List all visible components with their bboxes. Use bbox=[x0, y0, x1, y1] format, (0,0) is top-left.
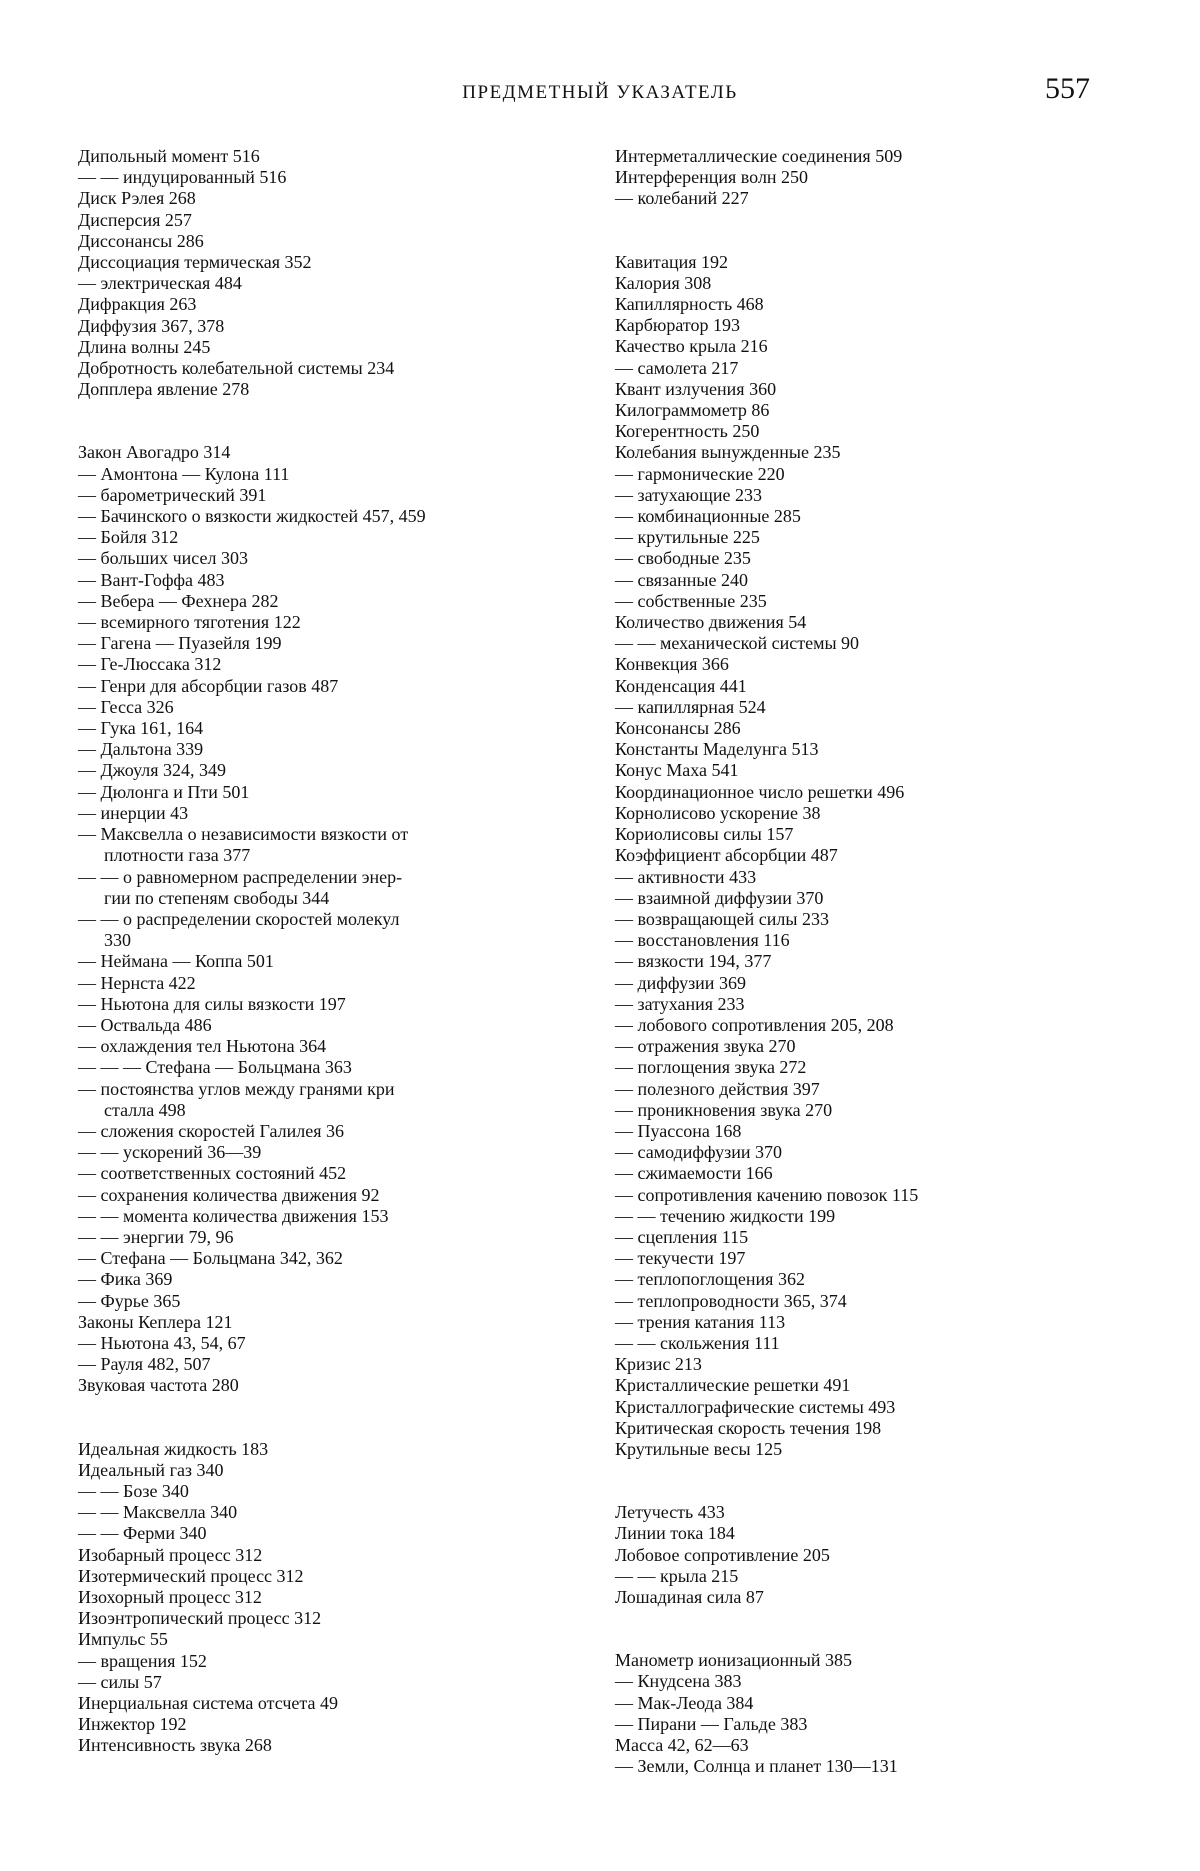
index-entry: Конус Маха 541 bbox=[615, 760, 739, 781]
index-entry: Манометр ионизационный 385 bbox=[615, 1650, 853, 1671]
index-entry: — свободные 235 bbox=[615, 548, 751, 569]
index-entry: — связанные 240 bbox=[615, 569, 748, 590]
index-entry: — — Максвелла 340 bbox=[78, 1502, 238, 1523]
index-entry: Корнолисово ускорение 38 bbox=[615, 802, 821, 823]
index-entry: — гармонические 220 bbox=[615, 463, 785, 484]
index-entry: Критическая скорость течения 198 bbox=[615, 1417, 882, 1438]
index-entry: — сжимаемости 166 bbox=[615, 1163, 773, 1184]
index-entry: — лобового сопротивления 205, 208 bbox=[615, 1014, 894, 1035]
index-entry: Карбюратор 193 bbox=[615, 315, 741, 336]
index-entry: — — механической системы 90 bbox=[615, 633, 860, 654]
index-entry: — диффузии 369 bbox=[615, 972, 746, 993]
letter-group bbox=[78, 1439, 598, 1757]
index-entry: — — момента количества движения 153 bbox=[78, 1205, 389, 1226]
letter-group bbox=[615, 1502, 1085, 1608]
index-entry: Длина волны 245 bbox=[78, 336, 211, 357]
running-head: ПРЕДМЕТНЫЙ УКАЗАТЕЛЬ bbox=[462, 82, 738, 103]
index-entry: — полезного действия 397 bbox=[615, 1078, 820, 1099]
index-entry: — капиллярная 524 bbox=[615, 696, 766, 717]
index-entry: — теплопоглощения 362 bbox=[615, 1269, 805, 1290]
index-entry: — Оствальда 486 bbox=[78, 1014, 212, 1035]
index-entry: — теплопроводности 365, 374 bbox=[615, 1290, 847, 1311]
index-entry: — сопротивления качению повозок 115 bbox=[615, 1184, 919, 1205]
index-entry: — Мак-Леода 384 bbox=[615, 1692, 754, 1713]
index-entry: Килограммометр 86 bbox=[615, 400, 770, 421]
index-entry: — соответственных состояний 452 bbox=[78, 1163, 347, 1184]
index-entry: Интерметаллические соединения 509 bbox=[615, 146, 903, 166]
index-entry: — вращения 152 bbox=[78, 1650, 207, 1671]
index-entry: Диск Рэлея 268 bbox=[78, 188, 196, 209]
index-entry: — возвращающей силы 233 bbox=[615, 908, 829, 929]
index-entry: Изохорный процесс 312 bbox=[78, 1587, 262, 1607]
index-entry: — самолета 217 bbox=[615, 357, 739, 378]
index-entry: — — Ферми 340 bbox=[78, 1523, 207, 1544]
index-entry: — Пирани — Гальде 383 bbox=[615, 1713, 808, 1734]
letter-group-gap bbox=[615, 1608, 1085, 1650]
index-entry: Дипольный момент 516 bbox=[78, 146, 260, 166]
index-entry: Дифракция 263 bbox=[78, 294, 197, 315]
index-entry: — Генри для абсорбции газов 487 bbox=[78, 675, 339, 696]
index-entry: — Гагена — Пуазейля 199 bbox=[78, 633, 282, 654]
index-entry: — трения катания 113 bbox=[615, 1311, 786, 1332]
index-entry: Инерциальная система отсчета 49 bbox=[78, 1693, 338, 1714]
index-entry: — сцепления 115 bbox=[615, 1226, 749, 1247]
index-entry: Добротность колебательной системы 234 bbox=[78, 358, 395, 379]
index-entry: Изотермический процесс 312 bbox=[78, 1565, 304, 1586]
index-entry: — — — Стефана — Больцмана 363 bbox=[78, 1057, 352, 1078]
index-entry: сталла 498 bbox=[104, 1099, 186, 1120]
index-entry: — — Бозе 340 bbox=[78, 1480, 189, 1501]
index-entry: Кристаллографические системы 493 bbox=[615, 1396, 896, 1417]
index-entry: — Ньютона для силы вязкости 197 bbox=[78, 993, 346, 1014]
index-entry: — Неймана — Коппа 501 bbox=[78, 951, 274, 972]
index-entry: — колебаний 227 bbox=[615, 188, 749, 209]
index-entry: Коэффициент абсорбции 487 bbox=[615, 845, 838, 866]
index-entry: Кавитация 192 bbox=[615, 251, 729, 272]
index-entry: Лобовое сопротивление 205 bbox=[615, 1544, 830, 1565]
index-entry: Диффузия 367, 378 bbox=[78, 315, 225, 336]
index-entry: — Гесса 326 bbox=[78, 696, 174, 717]
index-entry: Диссоциация термическая 352 bbox=[78, 252, 312, 273]
index-entry: — Пуассона 168 bbox=[615, 1120, 742, 1141]
index-entry: — затухающие 233 bbox=[615, 484, 762, 505]
letter-group-gap bbox=[615, 210, 1085, 252]
index-entry: Идеальная жидкость 183 bbox=[78, 1438, 269, 1459]
index-entry: Калория 308 bbox=[615, 272, 712, 293]
index-entry: Лошадиная сила 87 bbox=[615, 1587, 764, 1607]
index-entry: Законы Кеплера 121 bbox=[78, 1311, 233, 1332]
index-entry: — затухания 233 bbox=[615, 993, 745, 1014]
index-entry: Количество движения 54 bbox=[615, 612, 807, 633]
index-column-left bbox=[78, 146, 598, 1757]
index-entry: — Максвелла о независимости вязкости от bbox=[78, 824, 409, 845]
index-entry: Интерференция волн 250 bbox=[615, 167, 809, 188]
index-entry: Координационное число решетки 496 bbox=[615, 781, 905, 802]
index-entry: Интенсивность звука 268 bbox=[78, 1735, 272, 1756]
index-entry: Изобарный процесс 312 bbox=[78, 1544, 263, 1565]
index-entry: — охлаждения тел Ньютона 364 bbox=[78, 1036, 327, 1057]
index-entry: — силы 57 bbox=[78, 1671, 162, 1692]
index-entry: Летучесть 433 bbox=[615, 1502, 725, 1523]
letter-group-gap bbox=[78, 400, 598, 442]
index-entry: — — крыла 215 bbox=[615, 1565, 739, 1586]
index-entry: Константы Маделунга 513 bbox=[615, 739, 819, 760]
index-entry: Импульс 55 bbox=[78, 1629, 168, 1650]
letter-group bbox=[78, 146, 598, 400]
index-entry: 330 bbox=[104, 930, 131, 951]
index-entry: — Нернста 422 bbox=[78, 972, 196, 993]
index-entry: — Ге-Люссака 312 bbox=[78, 654, 222, 675]
index-entry: — Ньютона 43, 54, 67 bbox=[78, 1332, 246, 1353]
index-entry: — Джоуля 324, 349 bbox=[78, 760, 227, 781]
page-number: 557 bbox=[1045, 72, 1090, 105]
index-entry: Дисперсия 257 bbox=[78, 209, 192, 230]
index-entry: — Фика 369 bbox=[78, 1269, 173, 1290]
index-entry: Кристаллические решетки 491 bbox=[615, 1375, 851, 1396]
index-entry: — поглощения звука 272 bbox=[615, 1057, 807, 1078]
index-entry: — Земли, Солнца и планет 130—131 bbox=[615, 1756, 898, 1777]
index-entry: — восстановления 116 bbox=[615, 930, 790, 951]
index-column-right bbox=[615, 146, 1085, 1777]
index-entry: Крутильные весы 125 bbox=[615, 1438, 783, 1459]
index-entry: — сложения скоростей Галилея 36 bbox=[78, 1120, 344, 1141]
index-entry: — больших чисел 303 bbox=[78, 548, 248, 569]
index-entry: — инерции 43 bbox=[78, 802, 189, 823]
index-entry: — самодиффузии 370 bbox=[615, 1142, 783, 1163]
index-entry: Допплера явление 278 bbox=[78, 379, 250, 400]
index-entry: плотности газа 377 bbox=[104, 845, 251, 866]
index-entry: Капиллярность 468 bbox=[615, 294, 764, 315]
index-entry: — собственные 235 bbox=[615, 590, 767, 611]
index-entry: — — ускорений 36—39 bbox=[78, 1142, 262, 1163]
index-entry: — — о распределении скоростей молекул bbox=[78, 908, 400, 929]
index-entry: — — энергии 79, 96 bbox=[78, 1226, 234, 1247]
letter-group bbox=[615, 1650, 1085, 1777]
index-entry: Квант излучения 360 bbox=[615, 378, 777, 399]
index-entry: Инжектор 192 bbox=[78, 1714, 187, 1735]
index-entry: — Кнудсена 383 bbox=[615, 1671, 742, 1692]
letter-group bbox=[78, 442, 598, 1396]
index-entry: — взаимной диффузии 370 bbox=[615, 887, 824, 908]
index-entry: Кориолисовы силы 157 bbox=[615, 824, 794, 845]
index-entry: — Дюлонга и Пти 501 bbox=[78, 781, 250, 802]
index-entry: — проникновения звука 270 bbox=[615, 1099, 833, 1120]
letter-group-gap bbox=[615, 1460, 1085, 1502]
index-entry: Звуковая частота 280 bbox=[78, 1375, 239, 1396]
index-entry: гии по степеням свободы 344 bbox=[104, 887, 330, 908]
index-entry: — крутильные 225 bbox=[615, 527, 760, 548]
index-entry: Когерентность 250 bbox=[615, 421, 760, 442]
index-entry: — Вебера — Фехнера 282 bbox=[78, 590, 279, 611]
index-entry: — — индуцированный 516 bbox=[78, 167, 287, 188]
index-entry: — Дальтона 339 bbox=[78, 739, 204, 760]
index-entry: — Вант-Гоффа 483 bbox=[78, 569, 225, 590]
index-entry: Идеальный газ 340 bbox=[78, 1459, 224, 1480]
index-entry: — Бойля 312 bbox=[78, 527, 179, 548]
index-entry: — Гука 161, 164 bbox=[78, 718, 204, 739]
index-entry: — комбинационные 285 bbox=[615, 506, 801, 527]
index-entry: — Фурье 365 bbox=[78, 1290, 181, 1311]
letter-group bbox=[615, 146, 1085, 210]
index-entry: — Стефана — Больцмана 342, 362 bbox=[78, 1248, 343, 1269]
index-entry: — сохранения количества движения 92 bbox=[78, 1184, 380, 1205]
letter-group-gap bbox=[78, 1397, 598, 1439]
index-entry: — отражения звука 270 bbox=[615, 1036, 796, 1057]
index-entry: — Рауля 482, 507 bbox=[78, 1354, 211, 1375]
index-entry: — Амонтона — Кулона 111 bbox=[78, 463, 290, 484]
index-entry: Линии тока 184 bbox=[615, 1523, 735, 1544]
index-entry: Консонансы 286 bbox=[615, 718, 741, 739]
index-entry: Колебания вынужденные 235 bbox=[615, 442, 841, 463]
index-entry: Качество крыла 216 bbox=[615, 336, 768, 357]
index-entry: — электрическая 484 bbox=[78, 273, 242, 294]
index-entry: Масса 42, 62—63 bbox=[615, 1735, 749, 1756]
index-entry: Конденсация 441 bbox=[615, 675, 747, 696]
index-entry: — Бачинского о вязкости жидкостей 457, 459 bbox=[78, 506, 426, 527]
index-entry: Закон Авогадро 314 bbox=[78, 442, 231, 463]
index-entry: — вязкости 194, 377 bbox=[615, 951, 772, 972]
index-entry: Диссонансы 286 bbox=[78, 230, 204, 251]
index-entry: Кризис 213 bbox=[615, 1354, 702, 1375]
index-entry: — — скольжения 111 bbox=[615, 1332, 780, 1353]
index-entry: Конвекция 366 bbox=[615, 654, 729, 675]
index-entry: — текучести 197 bbox=[615, 1248, 746, 1269]
index-entry: — постоянства углов между гранями кри bbox=[78, 1078, 395, 1099]
letter-group bbox=[615, 252, 1085, 1461]
index-entry: — барометрический 391 bbox=[78, 484, 267, 505]
index-entry: — — течению жидкости 199 bbox=[615, 1205, 836, 1226]
index-entry: Изоэнтропический процесс 312 bbox=[78, 1608, 322, 1629]
index-entry: — активности 433 bbox=[615, 866, 757, 887]
index-entry: — — о равномерном распределении энер- bbox=[78, 866, 403, 887]
index-entry: — всемирного тяготения 122 bbox=[78, 612, 301, 633]
